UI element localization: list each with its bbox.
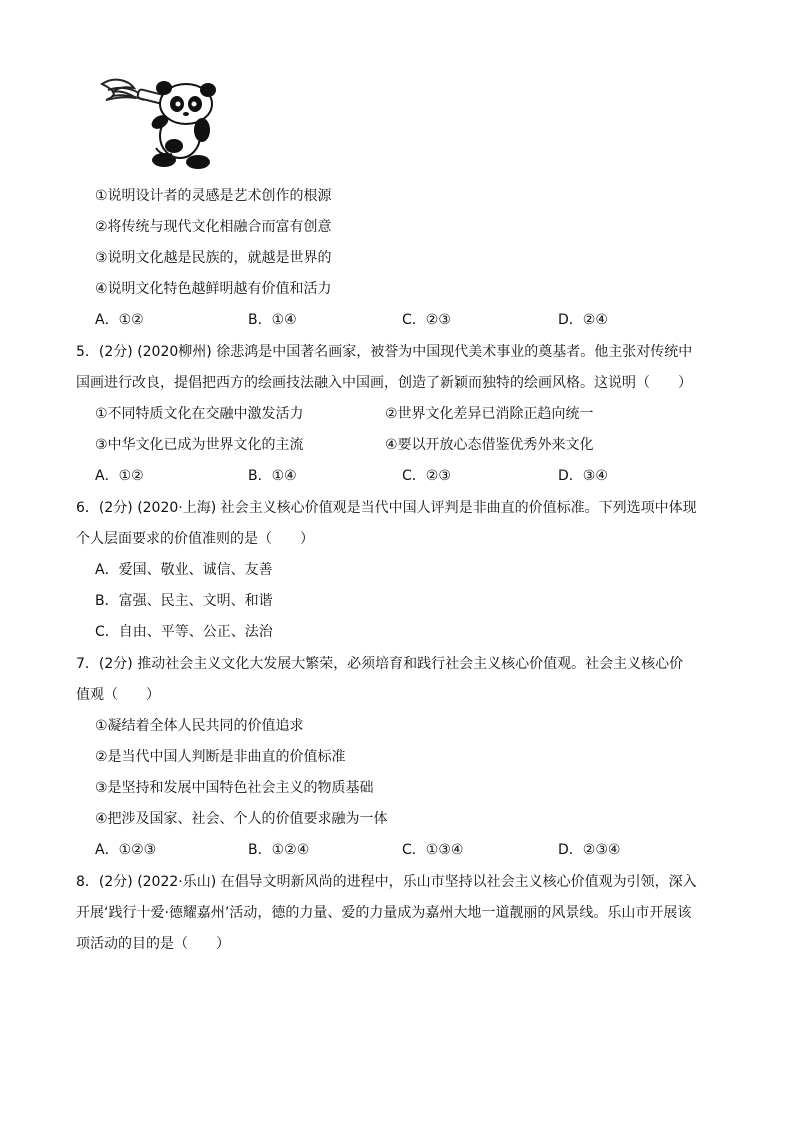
- q4-option-3: ③说明文化越是民族的，就越是世界的: [95, 250, 332, 266]
- q6-stem-line-1: 6．(2分) (2020·上海) 社会主义核心价值观是当代中国人评判是非曲直的价值标准。下列选项中体现: [76, 500, 697, 516]
- q8-stem-line-3: 项活动的目的是（ ）: [76, 936, 230, 952]
- q5-stem-line-1: 5．(2分) (2020柳州) 徐悲鸿是中国著名画家，被誉为中国现代美术事业的奠基者。他主张对传统中: [76, 344, 693, 360]
- q7-stem-line-2: 值观（ ）: [76, 687, 160, 703]
- q5-choice-b[interactable]: B．①④: [248, 468, 297, 484]
- panda-mascot-with-torch-icon: [94, 74, 244, 172]
- q4-option-2: ②将传统与现代文化相融合而富有创意: [95, 219, 332, 235]
- q5-option-3: ③中华文化已成为世界文化的主流: [95, 437, 304, 453]
- q4-option-1: ①说明设计者的灵感是艺术创作的根源: [95, 188, 332, 204]
- q5-choice-d[interactable]: D．③④: [558, 468, 608, 484]
- q5-choice-a[interactable]: A．①②: [95, 468, 144, 484]
- q8-stem-line-2: 开展‘践行十爱·德耀嘉州’活动，德的力量、爱的力量成为嘉州大地一道靓丽的风景线。乐山市开展该: [76, 905, 692, 921]
- q5-stem-line-2: 国画进行改良，提倡把西方的绘画技法融入中国画，创造了新颖而独特的绘画风格。这说明（ ）: [76, 375, 692, 391]
- q7-choice-c[interactable]: C．①③④: [402, 842, 464, 858]
- q7-option-4: ④把涉及国家、社会、个人的价值要求融为一体: [95, 811, 388, 827]
- q7-choice-d[interactable]: D．②③④: [558, 842, 621, 858]
- q6-option-b[interactable]: B．富强、民主、文明、和谐: [95, 593, 273, 609]
- q4-option-4: ④说明文化特色越鲜明越有价值和活力: [95, 281, 332, 297]
- q7-stem-line-1: 7．(2分) 推动社会主义文化大发展大繁荣，必须培育和践行社会主义核心价值观。社会主义核心价: [76, 656, 684, 672]
- q7-option-3: ③是坚持和发展中国特色社会主义的物质基础: [95, 780, 374, 796]
- q4-choice-c[interactable]: C．②③: [402, 312, 451, 328]
- q6-option-c[interactable]: C．自由、平等、公正、法治: [95, 624, 273, 640]
- q5-option-2: ②世界文化差异已消除正趋向统一: [385, 406, 594, 422]
- q5-option-1: ①不同特质文化在交融中激发活力: [95, 406, 304, 422]
- q7-option-1: ①凝结着全体人民共同的价值追求: [95, 718, 304, 734]
- q5-choice-c[interactable]: C．②③: [402, 468, 451, 484]
- q5-option-4: ④要以开放心态借鉴优秀外来文化: [385, 437, 594, 453]
- q4-choice-d[interactable]: D．②④: [558, 312, 608, 328]
- q6-option-a[interactable]: A．爱国、敬业、诚信、友善: [95, 562, 273, 578]
- q6-stem-line-2: 个人层面要求的价值准则的是（ ）: [76, 531, 314, 547]
- q7-option-2: ②是当代中国人判断是非曲直的价值标准: [95, 749, 346, 765]
- q8-stem-line-1: 8．(2分) (2022·乐山) 在倡导文明新风尚的进程中，乐山市坚持以社会主义核心价值观为引领，深入: [76, 874, 697, 890]
- q7-choice-b[interactable]: B．①②④: [248, 842, 310, 858]
- q4-choice-b[interactable]: B．①④: [248, 312, 297, 328]
- q4-choice-a[interactable]: A．①②: [95, 312, 144, 328]
- q7-choice-a[interactable]: A．①②③: [95, 842, 157, 858]
